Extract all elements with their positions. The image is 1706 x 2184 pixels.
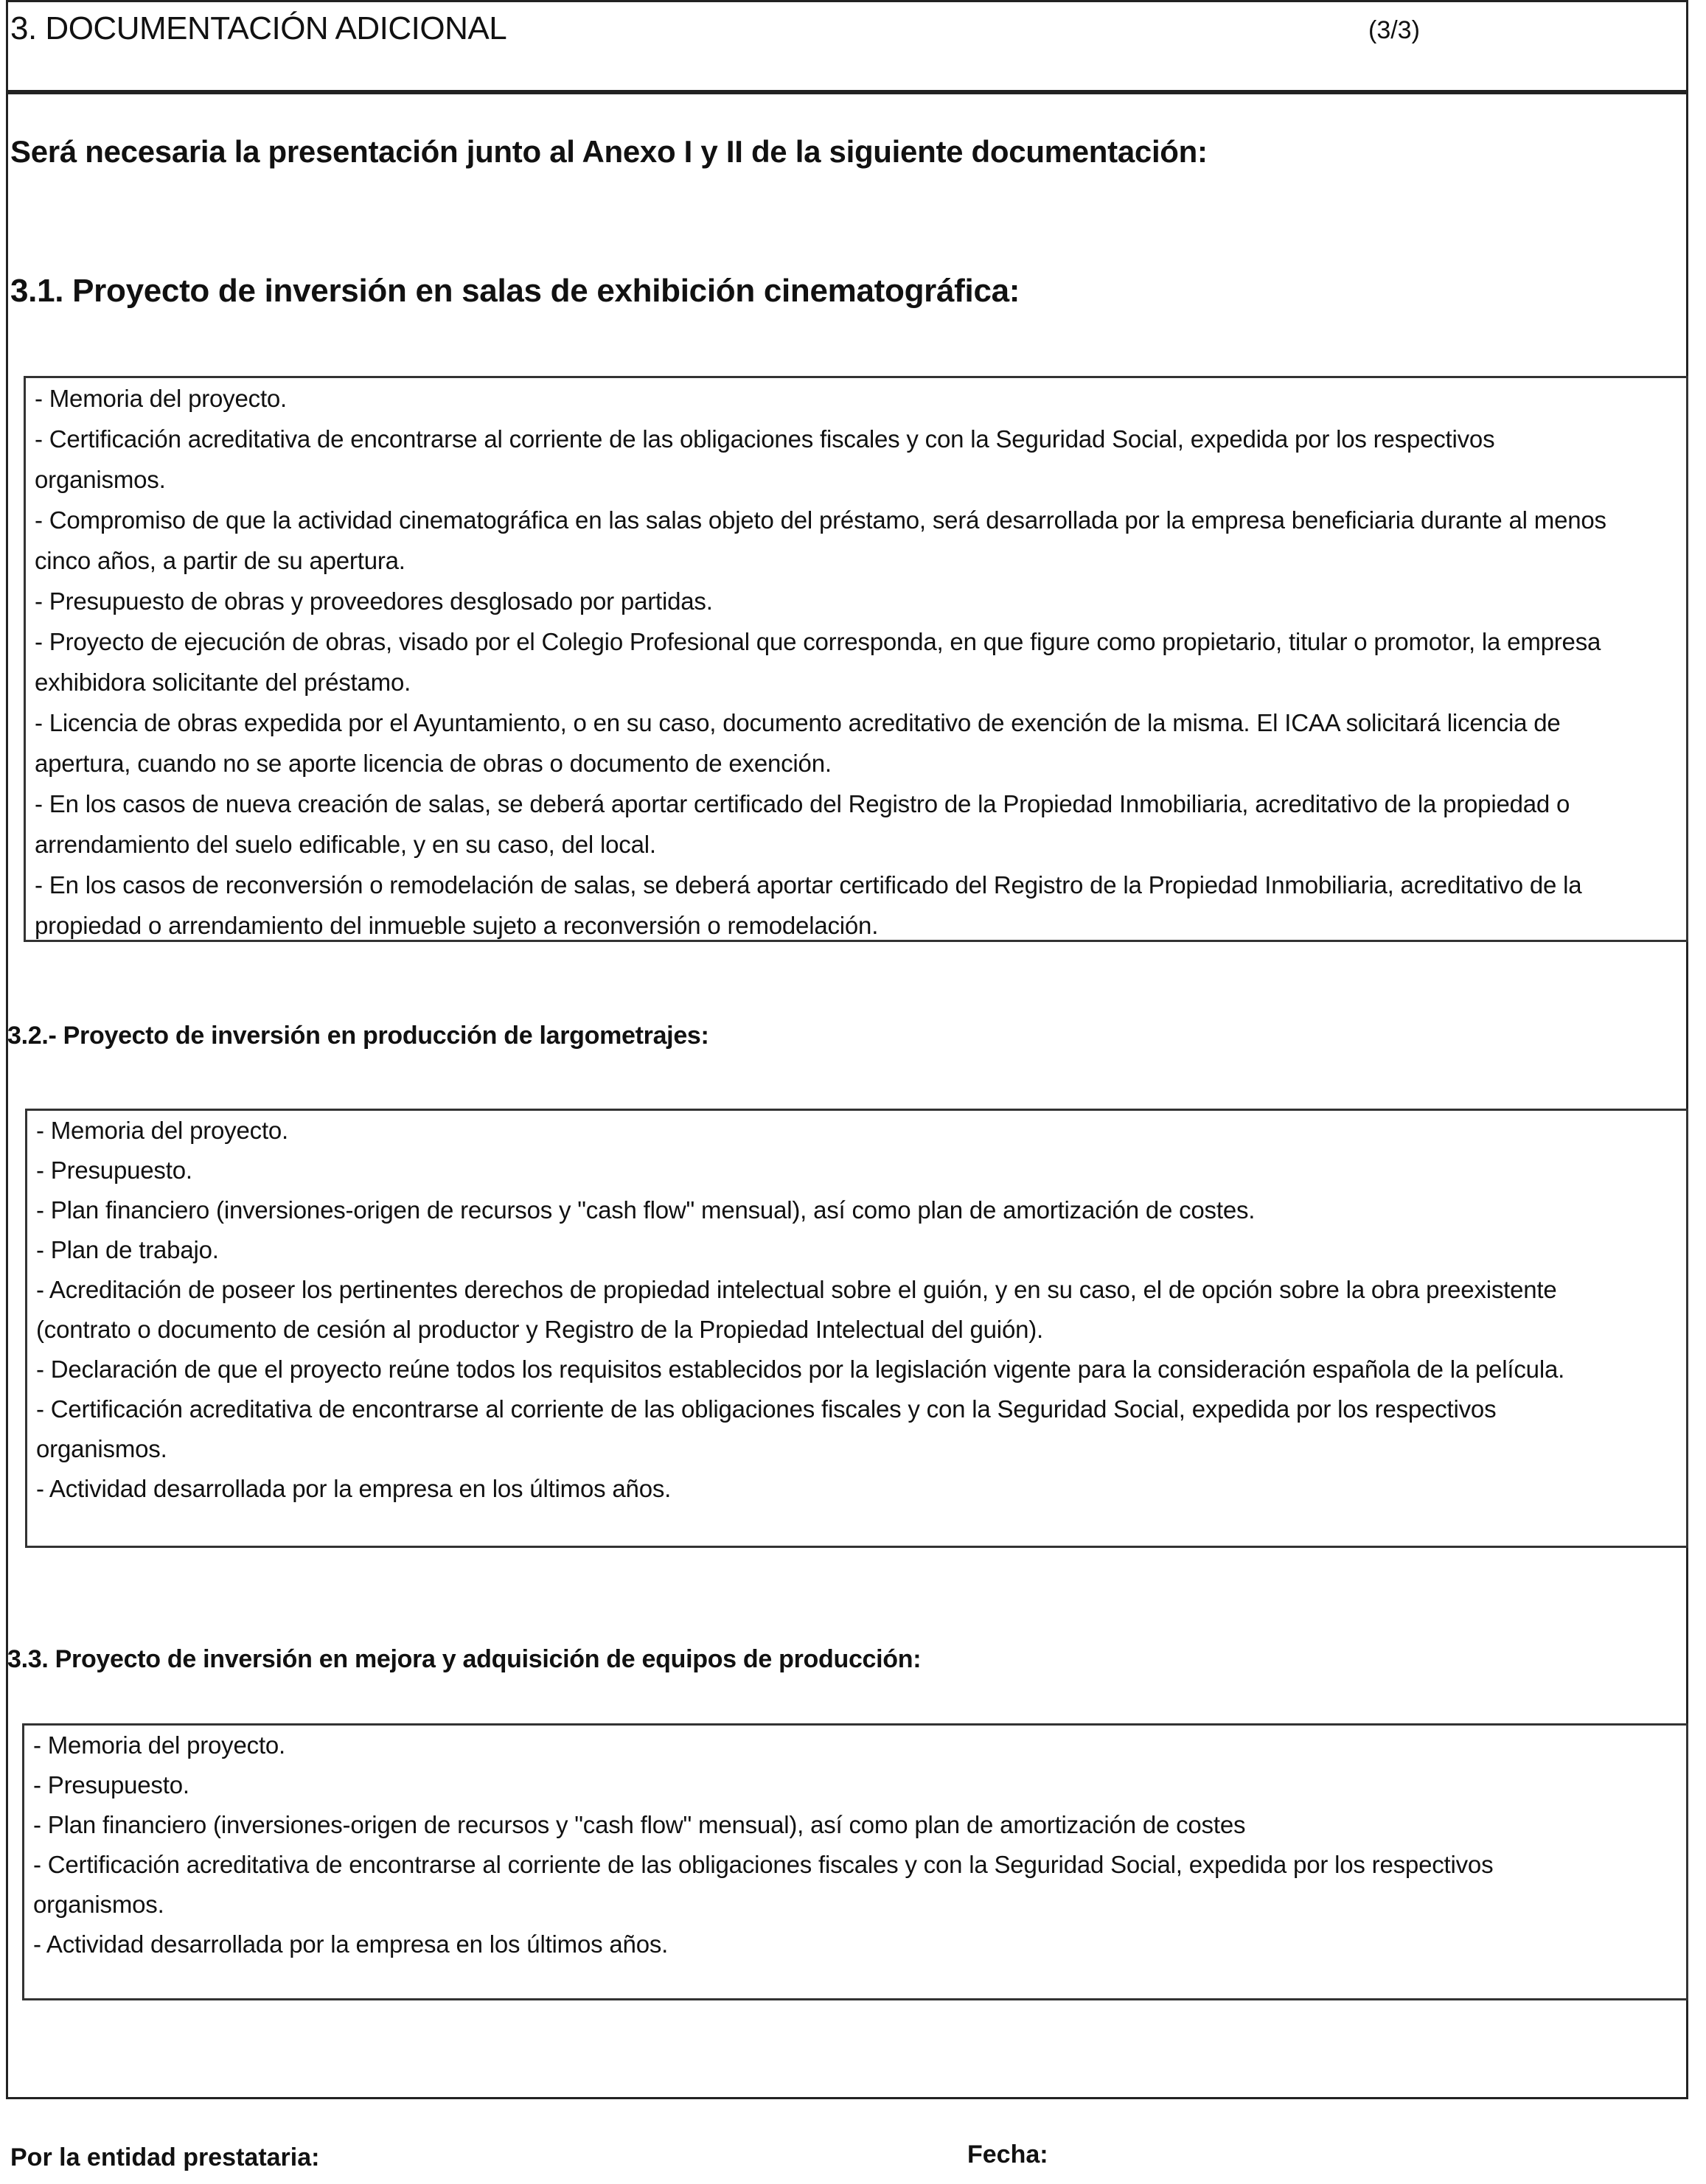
list-item: - Acreditación de poseer los pertinentes derechos de propiedad intelectual sobre el guión, y en su caso, el de opción sobre la obra preexistente bbox=[36, 1276, 1557, 1303]
list-item: - Actividad desarrollada por la empresa en los últimos años. bbox=[33, 1930, 669, 1958]
section-3-1-list bbox=[24, 376, 1688, 942]
list-item: - Memoria del proyecto. bbox=[36, 1117, 289, 1144]
list-item: organismos. bbox=[35, 466, 166, 493]
list-item: - Plan financiero (inversiones-origen de recursos y "cash flow" mensual), así como plan de amortización de costes. bbox=[36, 1196, 1256, 1224]
list-item: - Presupuesto de obras y proveedores desglosado por partidas. bbox=[35, 587, 713, 615]
list-item: apertura, cuando no se aporte licencia de obras o documento de exención. bbox=[35, 750, 832, 777]
list-item: - Certificación acreditativa de encontrarse al corriente de las obligaciones fiscales y con la Seguridad Social, expedida por los respectivos bbox=[35, 425, 1495, 453]
list-item: exhibidora solicitante del préstamo. bbox=[35, 669, 411, 696]
section-3-3-list bbox=[22, 1723, 1688, 2000]
list-item: - Plan de trabajo. bbox=[36, 1236, 219, 1263]
list-item: - Certificación acreditativa de encontrarse al corriente de las obligaciones fiscales y con la Seguridad Social, expedida por los respectivos bbox=[33, 1851, 1494, 1878]
list-item: - Actividad desarrollada por la empresa en los últimos años. bbox=[36, 1475, 672, 1502]
list-item: - Presupuesto. bbox=[33, 1771, 189, 1799]
list-item: - Proyecto de ejecución de obras, visado por el Colegio Profesional que corresponda, en que figure como propietario, titular o promotor, la empresa bbox=[35, 628, 1601, 655]
section-heading-3-1: 3.1. Proyecto de inversión en salas de exhibición cinematográfica: bbox=[10, 273, 1020, 309]
list-item: - Licencia de obras expedida por el Ayuntamiento, o en su caso, documento acreditativo de exención de la misma. El ICAA solicitará licencia de bbox=[35, 709, 1561, 736]
date-label: Fecha: bbox=[967, 2141, 1048, 2169]
list-item: arrendamiento del suelo edificable, y en su caso, del local. bbox=[35, 831, 656, 858]
section-heading-3-2: 3.2.- Proyecto de inversión en producción de largometrajes: bbox=[7, 1022, 709, 1050]
list-item: - En los casos de reconversión o remodelación de salas, se deberá aportar certificado del Registro de la Propiedad Inmobiliaria, acreditativo de la bbox=[35, 871, 1582, 899]
list-item: organismos. bbox=[36, 1435, 167, 1462]
list-item: - Compromiso de que la actividad cinematográfica en las salas objeto del préstamo, será desarrollada por la empresa beneficiaria durante al menos bbox=[35, 506, 1606, 534]
list-item: (contrato o documento de cesión al productor y Registro de la Propiedad Intelectual del guión). bbox=[36, 1316, 1044, 1343]
signature-label: Por la entidad prestataria: bbox=[10, 2143, 320, 2171]
intro-text: Será necesaria la presentación junto al Anexo I y II de la siguiente documentación: bbox=[10, 134, 1208, 169]
section-3-2-list bbox=[25, 1109, 1688, 1548]
header-divider bbox=[6, 90, 1688, 94]
list-item: - Memoria del proyecto. bbox=[33, 1731, 286, 1759]
list-item: - Certificación acreditativa de encontrarse al corriente de las obligaciones fiscales y con la Seguridad Social, expedida por los respectivos bbox=[36, 1395, 1497, 1423]
list-item: propiedad o arrendamiento del inmueble sujeto a reconversión o remodelación. bbox=[35, 912, 879, 939]
list-item: - Plan financiero (inversiones-origen de recursos y "cash flow" mensual), así como plan de amortización de costes bbox=[33, 1811, 1246, 1838]
list-item: - Memoria del proyecto. bbox=[35, 385, 288, 412]
list-item: cinco años, a partir de su apertura. bbox=[35, 547, 405, 574]
section-heading-3-3: 3.3. Proyecto de inversión en mejora y adquisición de equipos de producción: bbox=[7, 1645, 922, 1673]
page-indicator: (3/3) bbox=[1368, 16, 1420, 44]
list-item: organismos. bbox=[33, 1891, 164, 1918]
page-title: 3. DOCUMENTACIÓN ADICIONAL bbox=[10, 10, 507, 46]
list-item: - Presupuesto. bbox=[36, 1156, 192, 1184]
list-item: - Declaración de que el proyecto reúne todos los requisitos establecidos por la legislación vigente para la consideración española de la película. bbox=[36, 1356, 1565, 1383]
list-item: - En los casos de nueva creación de salas, se deberá aportar certificado del Registro de la Propiedad Inmobiliaria, acreditativo de la propiedad o bbox=[35, 790, 1570, 817]
